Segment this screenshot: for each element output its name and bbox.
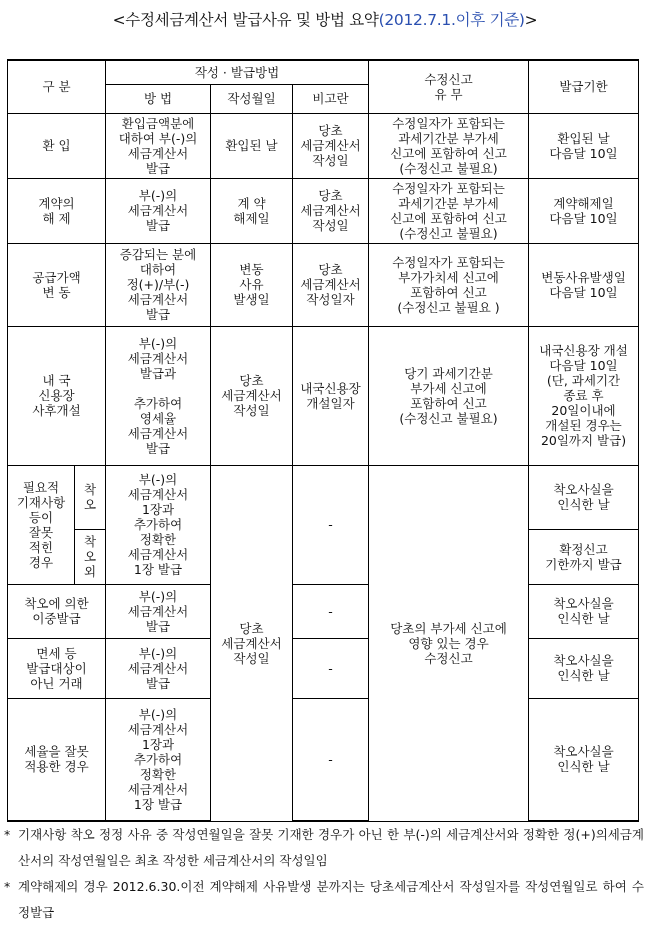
local-lc-remarks: 내국신용장 개설일자 <box>293 326 369 465</box>
local-lc-category: 내 국 신용장 사후개설 <box>8 326 106 465</box>
exempt-method: 부(-)의 세금계산서 발급 <box>106 638 211 698</box>
double-issue-category: 착오에 의한 이중발급 <box>8 584 106 638</box>
header-row-1 <box>8 60 639 84</box>
error-sub-other: 착 오 외 <box>75 529 106 584</box>
cancel-remarks: 당초 세금계산서 작성일 <box>293 178 369 243</box>
header-deadline: 발급기한 <box>529 60 639 113</box>
price-change-category: 공급가액 변 동 <box>8 243 106 326</box>
wrong-rate-remarks: - <box>293 698 369 821</box>
price-change-method: 증감되는 분에 대하여 정(+)/부(-) 세금계산서 발급 <box>106 243 211 326</box>
footnote-2 <box>4 874 644 926</box>
local-lc-write-date: 당초 세금계산서 작성일 <box>211 326 293 465</box>
return-report: 수정일자가 포함되는 과세기간분 부가세 신고에 포함하여 신고 (수정신고 불필요) <box>369 113 529 178</box>
footnote-1 <box>4 822 644 874</box>
footnote-text: 기재사항 착오 정정 사유 중 작성연월일을 잘못 기재한 경우가 아닌 한 부(-)의 세금계산서와 정확한 정(+)의세금계산서의 작성연월일은 최초 작성한 세금계산서의 작성일임 <box>18 827 644 868</box>
error-sub-clerical: 착 오 <box>75 465 106 529</box>
footnote-bullet: * <box>4 827 11 842</box>
cancel-category: 계약의 해 제 <box>8 178 106 243</box>
row-return <box>8 113 639 178</box>
wrong-rate-category: 세율을 잘못 적용한 경우 <box>8 698 106 821</box>
row-wrong-rate <box>8 698 639 821</box>
row-error-clerical <box>8 465 639 529</box>
double-issue-remarks: - <box>293 584 369 638</box>
return-deadline: 환입된 날 다음달 10일 <box>529 113 639 178</box>
exempt-category: 면세 등 발급대상이 아닌 거래 <box>8 638 106 698</box>
double-issue-deadline: 착오사실을 인식한 날 <box>529 584 639 638</box>
row-cancel <box>8 178 639 243</box>
local-lc-deadline: 내국신용장 개설 다음달 10일 (단, 과세기간 종료 후 20일이내에 개설된 경우는 20일까지 발급) <box>529 326 639 465</box>
wrong-rate-method: 부(-)의 세금계산서 1장과 추가하여 정확한 세금계산서 1장 발급 <box>106 698 211 821</box>
footnote-text: 계약해제의 경우 2012.6.30.이전 계약해제 사유발생 분까지는 당초세금계산서 작성일자를 작성연월일로 하여 수정발급 <box>18 879 644 920</box>
exempt-remarks: - <box>293 638 369 698</box>
header-method-group: 작성 · 발급방법 <box>106 60 369 84</box>
title-date: (2012.7.1.이후 기준) <box>378 11 525 29</box>
row-price-change <box>8 243 639 326</box>
revision-summary-table <box>7 59 639 822</box>
row-exempt <box>8 638 639 698</box>
cancel-report: 수정일자가 포함되는 과세기간분 부가세 신고에 포함하여 신고 (수정신고 불필요) <box>369 178 529 243</box>
header-write-date: 작성월일 <box>211 84 293 113</box>
error-deadline-other: 확정신고 기한까지 발급 <box>529 529 639 584</box>
price-change-deadline: 변동사유발생일 다음달 10일 <box>529 243 639 326</box>
price-change-write-date: 변동 사유 발생일 <box>211 243 293 326</box>
return-category: 환 입 <box>8 113 106 178</box>
footnote-bullet: * <box>4 879 11 894</box>
cancel-write-date: 계 약 해제일 <box>211 178 293 243</box>
return-write-date: 환입된 날 <box>211 113 293 178</box>
price-change-remarks: 당초 세금계산서 작성일자 <box>293 243 369 326</box>
header-category: 구 분 <box>8 60 106 113</box>
header-method: 방 법 <box>106 84 211 113</box>
local-lc-method: 부(-)의 세금계산서 발급과 추가하여 영세율 세금계산서 발급 <box>106 326 211 465</box>
error-deadline-clerical: 착오사실을 인식한 날 <box>529 465 639 529</box>
cancel-deadline: 계약해제일 다음달 10일 <box>529 178 639 243</box>
return-method: 환입금액분에 대하여 부(-)의 세금계산서 발급 <box>106 113 211 178</box>
header-report: 수정신고 유 무 <box>369 60 529 113</box>
return-remarks: 당초 세금계산서 작성일 <box>293 113 369 178</box>
error-remarks: - <box>293 465 369 584</box>
shared-report: 당초의 부가세 신고에 영향 있는 경우 수정신고 <box>369 465 529 821</box>
shared-write-date: 당초 세금계산서 작성일 <box>211 465 293 821</box>
double-issue-method: 부(-)의 세금계산서 발급 <box>106 584 211 638</box>
exempt-deadline: 착오사실을 인식한 날 <box>529 638 639 698</box>
error-category: 필요적 기재사항 등이 잘못 적힌 경우 <box>8 465 75 584</box>
cancel-method: 부(-)의 세금계산서 발급 <box>106 178 211 243</box>
page-title: <수정세금계산서 발급사유 및 방법 요약(2012.7.1.이후 기준)> <box>112 11 538 29</box>
header-remarks: 비고란 <box>293 84 369 113</box>
price-change-report: 수정일자가 포함되는 부가가치세 신고에 포함하여 신고 (수정신고 불필요 ) <box>369 243 529 326</box>
row-local-lc <box>8 326 639 465</box>
wrong-rate-deadline: 착오사실을 인식한 날 <box>529 698 639 821</box>
footnotes <box>4 822 644 926</box>
row-double-issue <box>8 584 639 638</box>
local-lc-report: 당기 과세기간분 부가세 신고에 포함하여 신고 (수정신고 불필요) <box>369 326 529 465</box>
error-method: 부(-)의 세금계산서 1장과 추가하여 정확한 세금계산서 1장 발급 <box>106 465 211 584</box>
